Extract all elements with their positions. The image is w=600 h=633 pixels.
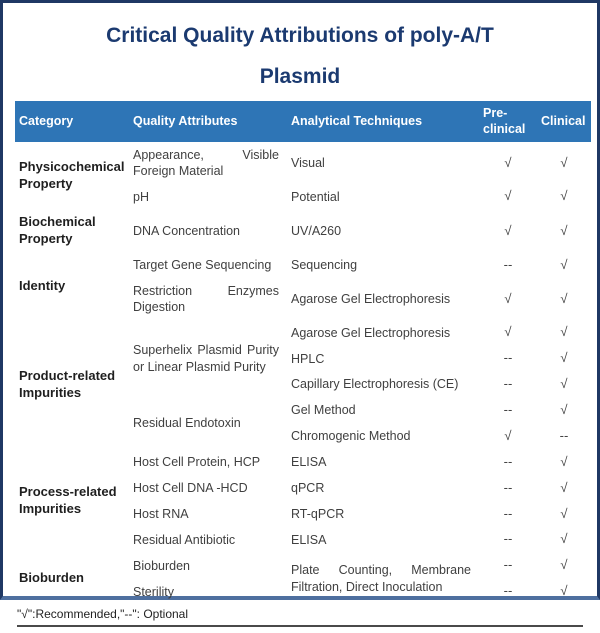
attribute-cell: Host Cell Protein, HCP [133,455,261,470]
clinical-mark-cell: √ [560,505,568,521]
column-header-quality-attributes: Quality Attributes [129,101,287,142]
attribute-cell: Bioburden [133,558,190,573]
preclinical-mark-cell: -- [503,256,513,272]
technique-cell: Capillary Electrophoresis (CE) [291,377,459,392]
table-row [15,449,591,475]
clinical-mark-cell: √ [560,479,568,495]
category-cell: Biochemical Property [19,214,96,247]
clinical-mark-cell: √ [560,557,568,573]
attribute-cell: pH [133,189,149,204]
column-header-analytical-techniques: Analytical Techniques [287,101,479,142]
preclinical-mark-cell: √ [504,290,512,306]
preclinical-mark-cell: -- [503,350,513,366]
table-row [15,320,591,346]
technique-cell: ELISA [291,532,327,547]
technique-cell: qPCR [291,480,325,495]
attribute-cell: Host RNA [133,506,189,521]
clinical-mark-cell: √ [560,531,568,547]
technique-cell: Chromogenic Method [291,429,411,444]
column-header-pre-clinical: Pre-clinical [479,101,537,142]
technique-cell: Agarose Gel Electrophoresis [291,291,451,306]
clinical-mark-cell: -- [559,427,569,443]
category-cell: Physicochemical Property [19,159,125,191]
clinical-mark-cell: √ [560,350,568,366]
legend-footnote: "√":Recommended,"--": Optional [17,606,189,621]
technique-cell: Gel Method [291,403,356,418]
page-title: Critical Quality Attributions of poly-A/T Plasmid [106,24,494,88]
header-row [15,101,591,142]
preclinical-mark-cell: √ [504,188,512,204]
clinical-mark-cell: √ [560,324,568,340]
clinical-mark-cell: √ [560,188,568,204]
technique-cell: Sequencing [291,258,358,273]
attribute-cell: Residual Antibiotic [133,532,236,547]
attribute-cell: Residual Endotoxin [133,416,241,431]
attribute-cell: Sterility [133,584,174,599]
preclinical-mark-cell: -- [503,479,513,495]
attribute-cell: Host Cell DNA -HCD [133,480,248,495]
category-cell: Process-related Impurities [19,484,117,517]
column-header-category: Category [15,101,129,142]
preclinical-mark-cell: √ [504,324,512,340]
technique-cell: Potential [291,189,340,204]
table-footer [15,605,585,633]
table-row [15,553,591,579]
technique-cell: RT-qPCR [291,506,345,521]
cqa-table [15,101,591,605]
preclinical-mark-cell: -- [503,583,513,599]
category-cell: Identity [19,277,66,293]
clinical-mark-cell: √ [560,453,568,469]
technique-cell: HPLC [291,351,325,366]
clinical-mark-cell: √ [560,222,568,238]
attribute-cell: DNA Concentration [133,223,241,238]
preclinical-mark-cell: √ [504,154,512,170]
clinical-mark-cell: √ [560,401,568,417]
table-row [15,142,591,184]
preclinical-mark-cell: √ [504,427,512,443]
technique-cell: Agarose Gel Electrophoresis [291,325,451,340]
attribute-cell: Appearance, Visible Foreign Material [133,147,279,178]
clinical-mark-cell: √ [560,256,568,272]
table-body [15,142,591,604]
clinical-mark-cell: √ [560,583,568,599]
preclinical-mark-cell: -- [503,376,513,392]
clinical-mark-cell: √ [560,154,568,170]
table-row [15,210,591,253]
preclinical-mark-cell: -- [503,505,513,521]
bottom-rule [17,625,583,627]
preclinical-mark-cell: -- [503,453,513,469]
table-row [15,252,591,278]
preclinical-mark-cell: √ [504,222,512,238]
category-cell: Bioburden [19,570,84,586]
preclinical-mark-cell: -- [503,401,513,417]
attribute-cell: Superhelix Plasmid Purity or Linear Plasmid Purity [133,343,279,374]
preclinical-mark-cell: -- [503,531,513,547]
preclinical-mark-cell: -- [503,557,513,573]
attribute-cell: Restriction Enzymes Digestion [133,283,279,315]
attribute-cell: Target Gene Sequencing [133,258,272,273]
category-cell: Product-related Impurities [19,367,116,400]
technique-cell: UV/A260 [291,223,342,238]
clinical-mark-cell: √ [560,376,568,392]
technique-cell: Plate Counting, Membrane Filtration, Direct Inoculation [291,563,471,594]
technique-cell: Visual [291,155,325,170]
technique-cell: ELISA [291,455,327,470]
clinical-mark-cell: √ [560,290,568,306]
table-header [15,101,591,142]
column-header-clinical: Clinical [537,101,591,142]
